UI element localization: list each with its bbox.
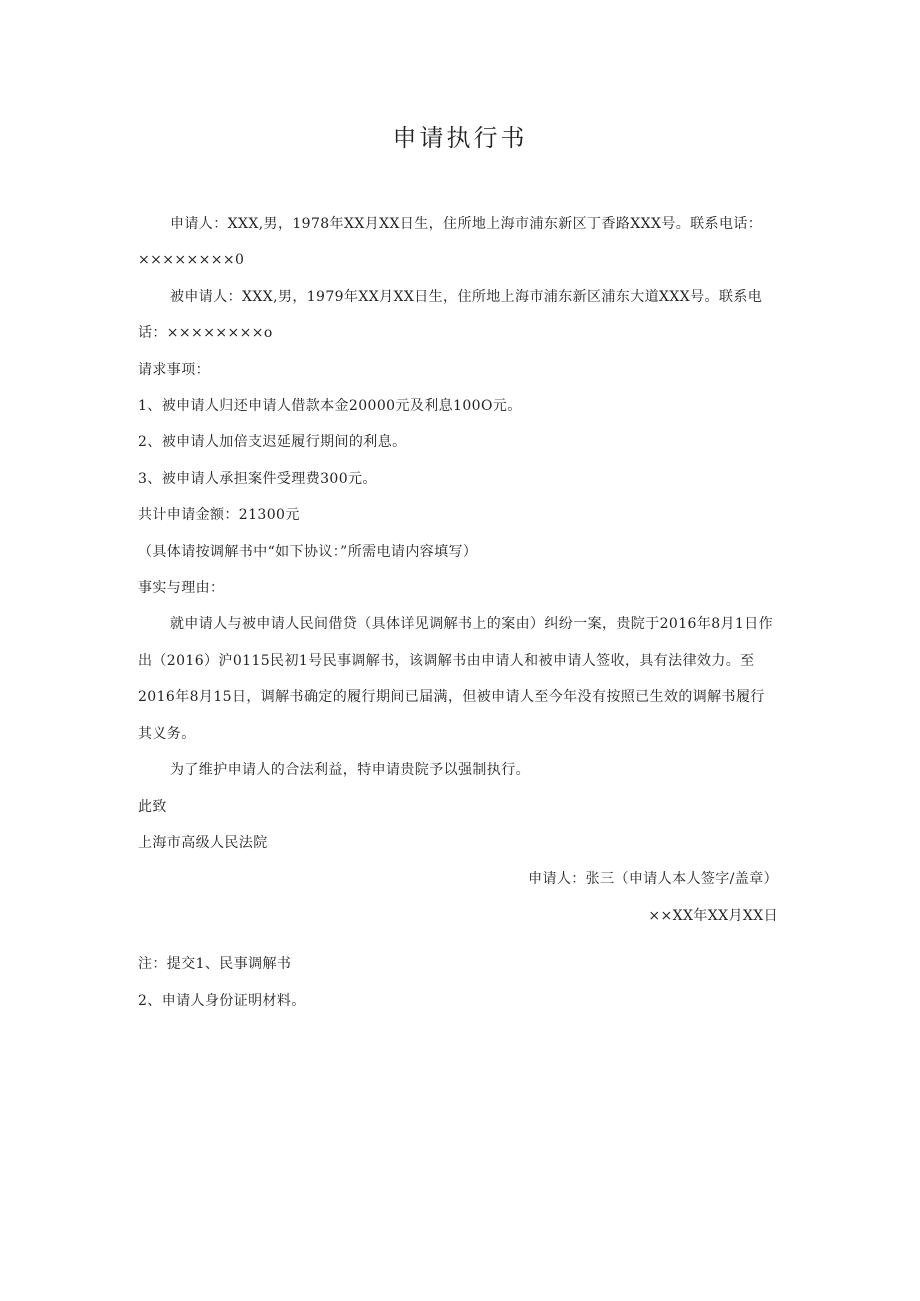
- facts-paragraph: 就申请人与被申请人民间借贷（具体详见调解书上的案由）纠纷一案，贵院于2016年8月1日作出（2016）沪0115民初1号民事调解书，该调解书由申请人和被申请人签收，具有法律效力。至2016年8月15日，调解书确定的履行期间已届满，但被申请人至今年没有按照已生效的调解书履行其义务。: [138, 616, 774, 742]
- fill-instruction: （具体请按调解书中“如下协议：”所需电请内容填写）: [138, 543, 478, 560]
- court-name: 上海市高级人民法院: [138, 834, 268, 851]
- date-line: ××XX年XX月XX日: [648, 907, 778, 924]
- request-paragraph: 为了维护申请人的合法利益，特申请贵院予以强制执行。: [170, 762, 530, 779]
- facts-heading: 事实与理由：: [138, 580, 225, 597]
- respondent-info: 被申请人：XXX,男，1979年XX月XX日生，住所地上海市浦东新区浦东大道XXX号。联系电话：××××××××o: [138, 288, 763, 342]
- total-amount: 共计申请金额：21300元: [138, 507, 300, 524]
- signature-line: 申请人：张三（申请人本人签字/盖章）: [528, 871, 778, 888]
- claims-heading: 请求事项：: [138, 361, 210, 378]
- applicant-info: 申请人：XXX,男，1978年XX月XX日生，住所地上海市浦东新区丁香路XXX号。联系电话：××××××××0: [138, 216, 763, 269]
- document-title: 申请执行书: [392, 124, 528, 152]
- claim-item: 1、被申请人归还申请人借款本金20000元及利息100O元。: [138, 398, 522, 415]
- salutation: 此致: [138, 798, 167, 815]
- attachment-item: 2、申请人身份证明材料。: [138, 992, 306, 1009]
- claim-item: 3、被申请人承担案件受理费300元。: [138, 470, 377, 487]
- document-body: [138, 206, 778, 1019]
- attachment-item: 注：提交1、民事调解书: [138, 956, 292, 973]
- claim-item: 2、被申请人加倍支迟延履行期间的利息。: [138, 434, 407, 451]
